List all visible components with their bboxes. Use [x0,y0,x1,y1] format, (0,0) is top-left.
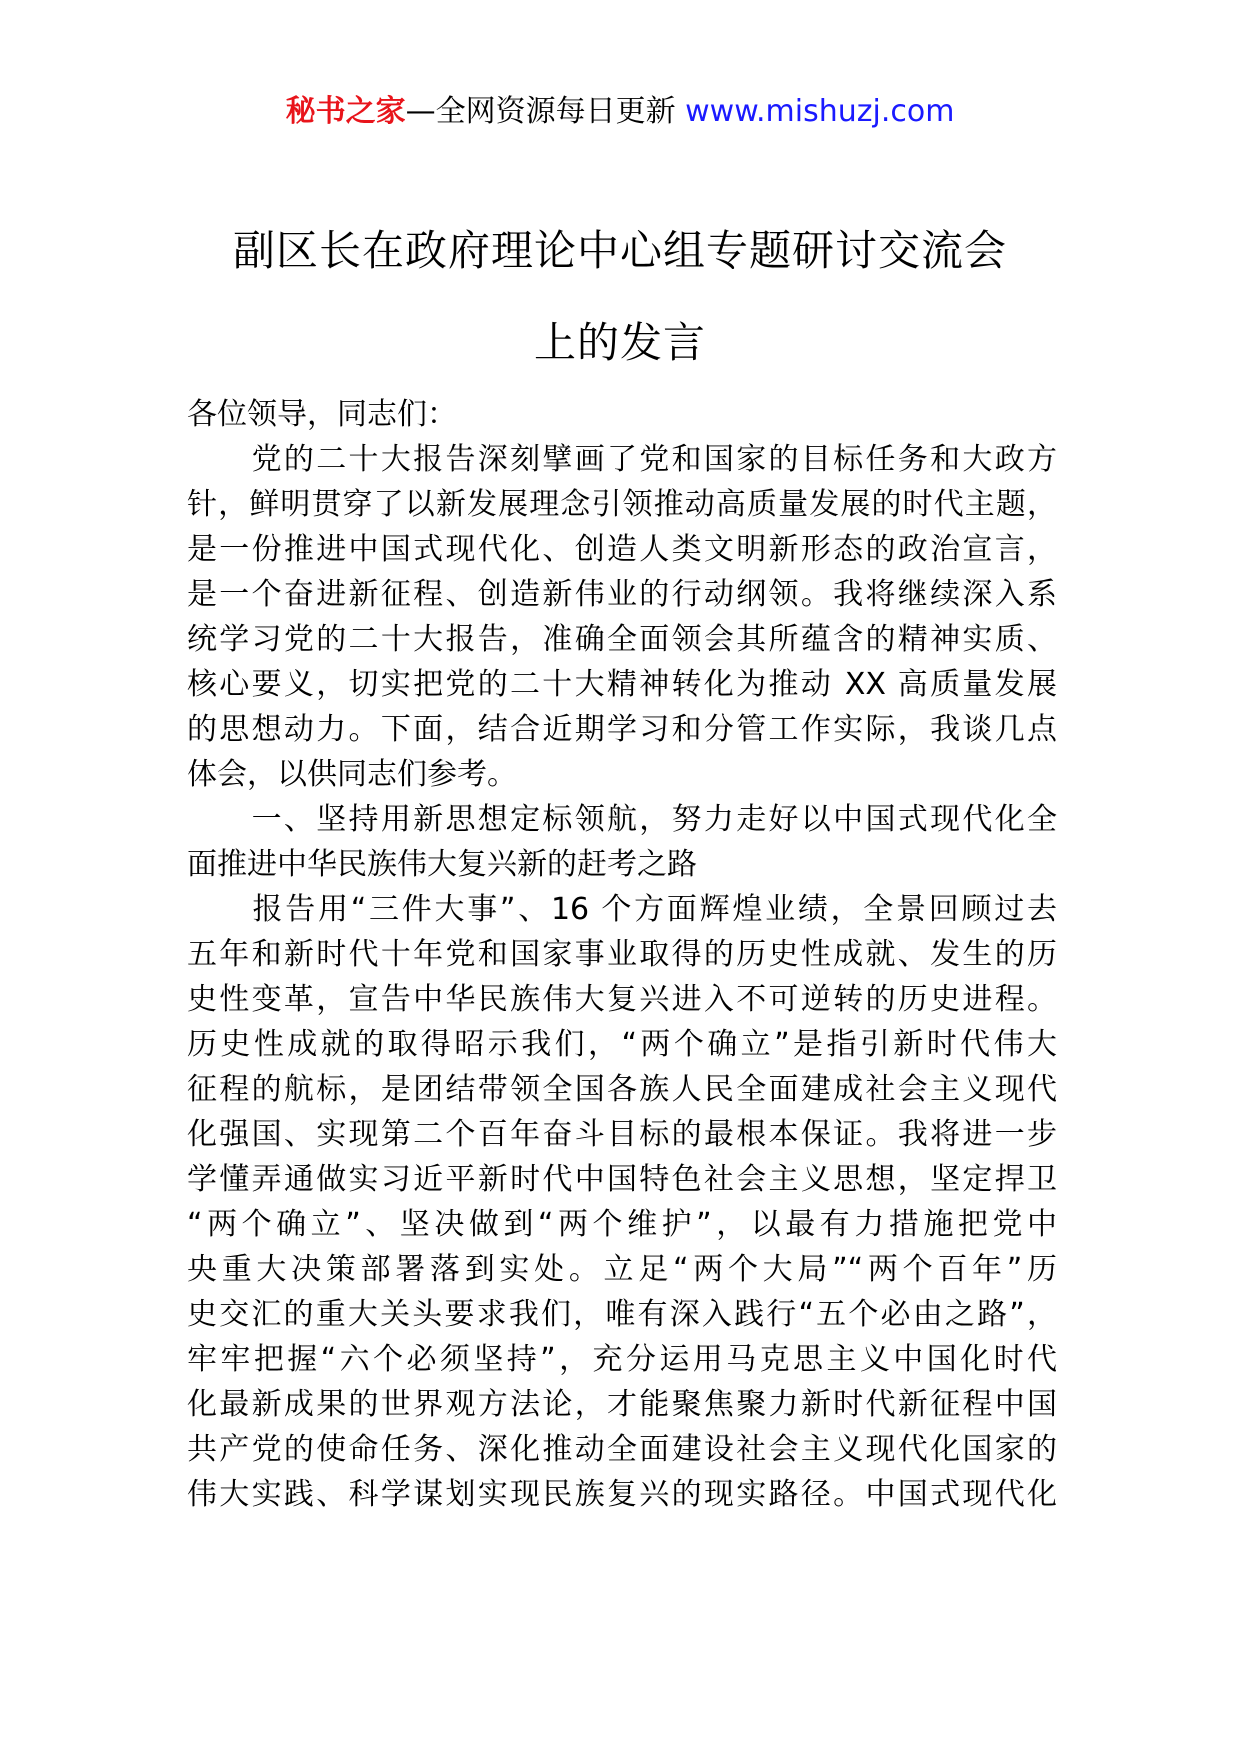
site-tagline: —全网资源每日更新 [405,94,686,129]
body-line: 体会，以供同志们参考。 [187,757,517,792]
site-header [0,92,1240,132]
title-line-2: 上的发言 [533,318,706,367]
body-line: 各位领导，同志们： [187,397,457,432]
body-line: 共产党的使命任务、深化推动全面建设社会主义现代化国家的 [187,1432,1057,1467]
body-line: 统学习党的二十大报告，准确全面领会其所蕴含的精神实质、 [187,622,1057,657]
body-line: 的思想动力。下面，结合近期学习和分管工作实际，我谈几点 [187,712,1057,747]
body-line: 化强国、实现第二个百年奋斗目标的最根本保证。我将进一步 [187,1117,1057,1152]
site-brand: 秘书之家 [285,94,406,129]
body-line: 针，鲜明贯穿了以新发展理念引领推动高质量发展的时代主题， [187,487,1057,522]
body-line: “两个确立”、坚决做到“两个维护”，以最有力措施把党中 [187,1207,1057,1242]
document-title [150,205,1090,389]
document-body [187,392,1057,1517]
body-line: 是一个奋进新征程、创造新伟业的行动纲领。我将继续深入系 [187,577,1057,612]
body-line: 五年和新时代十年党和国家事业取得的历史性成就、发生的历 [187,937,1057,972]
body-line: 征程的航标，是团结带领全国各族人民全面建成社会主义现代 [187,1072,1057,1107]
body-line: 报告用“三件大事”、16 个方面辉煌业绩，全景回顾过去 [187,892,1057,927]
body-line: 核心要义，切实把党的二十大精神转化为推动 XX 高质量发展 [187,667,1057,702]
body-line: 化最新成果的世界观方法论，才能聚焦聚力新时代新征程中国 [187,1387,1057,1422]
body-line: 牢牢把握“六个必须坚持”，充分运用马克思主义中国化时代 [187,1342,1057,1377]
body-line: 历史性成就的取得昭示我们，“两个确立”是指引新时代伟大 [187,1027,1057,1062]
body-line: 史性变革，宣告中华民族伟大复兴进入不可逆转的历史进程。 [187,982,1057,1017]
body-line: 史交汇的重大关头要求我们，唯有深入践行“五个必由之路”， [187,1297,1057,1332]
body-line: 学懂弄通做实习近平新时代中国特色社会主义思想，坚定捍卫 [187,1162,1057,1197]
section-heading-line: 面推进中华民族伟大复兴新的赶考之路 [187,847,697,882]
body-line: 央重大决策部署落到实处。立足“两个大局”“两个百年”历 [187,1252,1057,1287]
body-line: 是一份推进中国式现代化、创造人类文明新形态的政治宣言， [187,532,1057,567]
site-link[interactable]: www.mishuzj.com [685,94,955,129]
section-heading-line: 一、坚持用新思想定标领航，努力走好以中国式现代化全 [187,802,1057,837]
body-line: 党的二十大报告深刻擘画了党和国家的目标任务和大政方 [187,442,1057,477]
title-line-1: 副区长在政府理论中心组专题研讨交流会 [232,226,1007,275]
body-line: 伟大实践、科学谋划实现民族复兴的现实路径。中国式现代化 [187,1477,1057,1512]
